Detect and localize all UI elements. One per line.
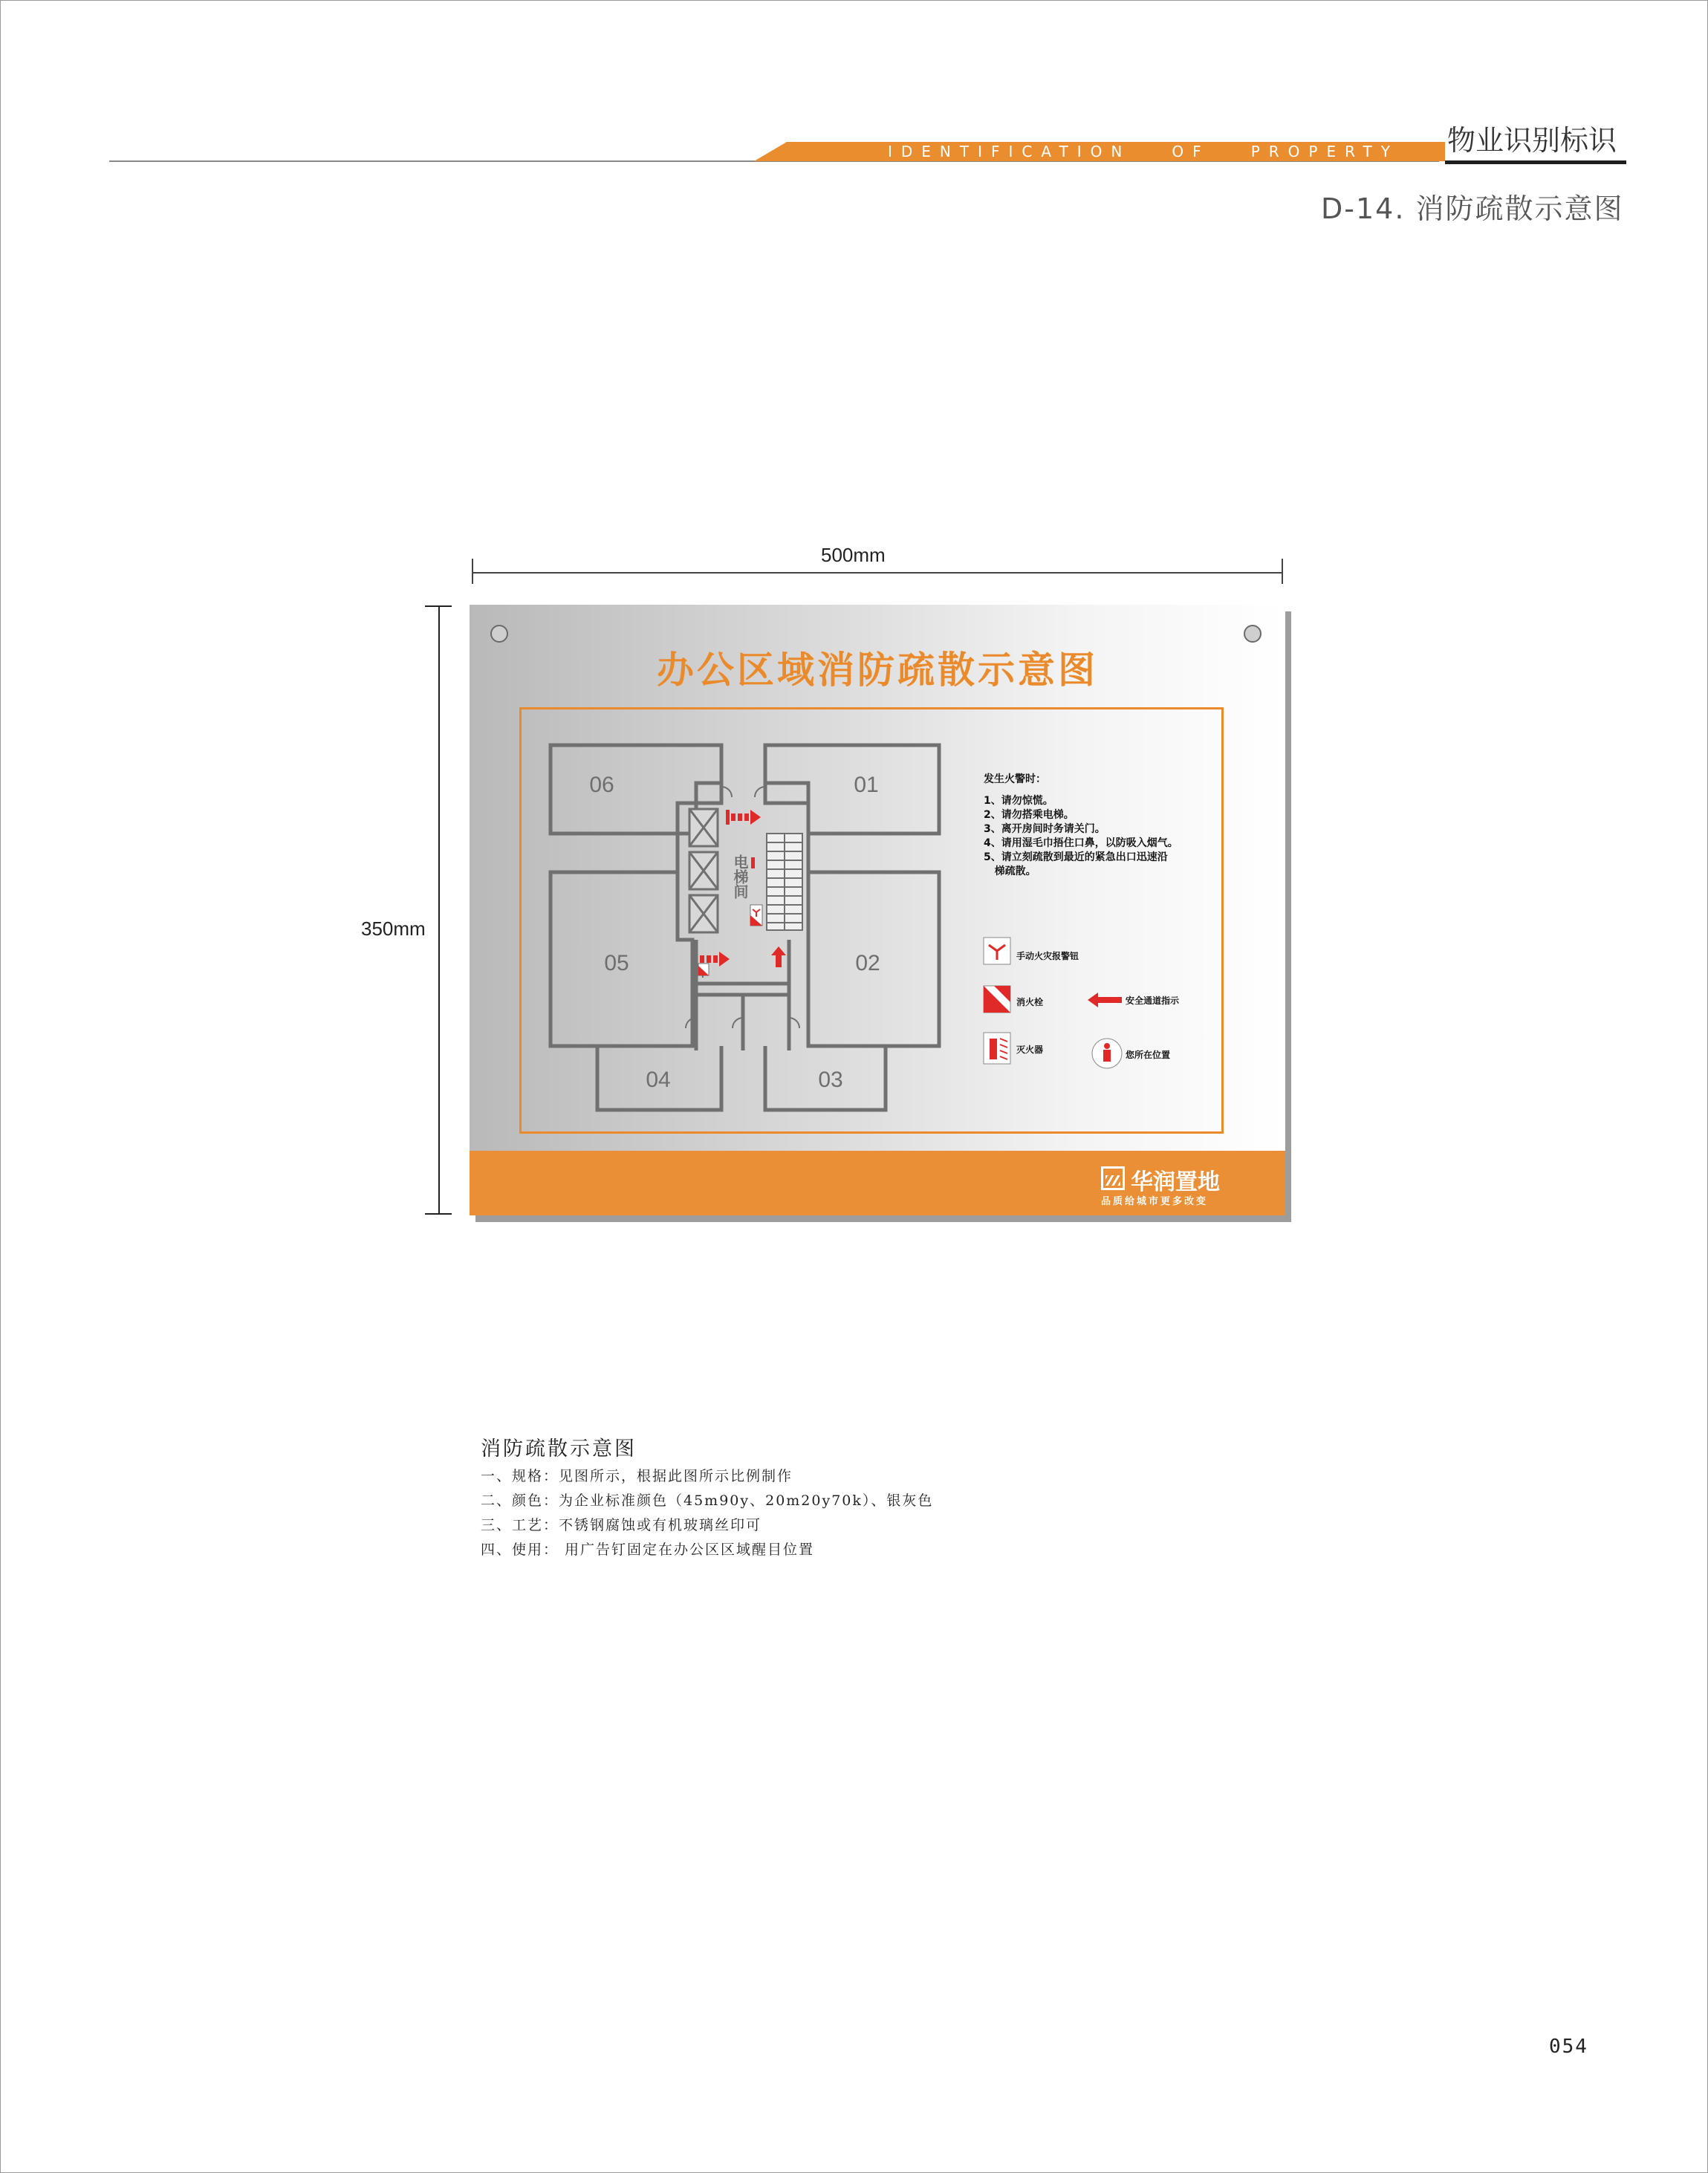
- section-title: D-14. 消防疏散示意图: [1321, 192, 1624, 225]
- width-dimension-label: 500mm: [821, 544, 886, 566]
- notes-title: 发生火警时：: [984, 773, 1046, 785]
- exit-arrow-icon: [731, 810, 761, 825]
- room-label-06: 06: [589, 773, 614, 797]
- height-dimension-tick-bottom: [425, 1213, 452, 1215]
- extinguisher-legend-icon: [984, 1033, 1010, 1064]
- fire-notes: [984, 773, 1178, 879]
- description-line: 一、规格：见图所示，根据此图所示比例制作: [481, 1468, 793, 1484]
- hydrant-legend-label: 消火栓: [1016, 997, 1044, 1007]
- width-dimension-line: [472, 572, 1283, 574]
- room-label-03: 03: [818, 1068, 843, 1092]
- exit-direction-legend-icon: [1088, 993, 1122, 1007]
- note-item: 3、离开房间时务请关门。: [984, 823, 1105, 835]
- alarm-button-icon: [984, 938, 1010, 964]
- description-line: 二、颜色：为企业标准颜色（45m90y、20m20y70k）、银灰色: [481, 1492, 934, 1509]
- page-number: 054: [1549, 2036, 1588, 2058]
- note-item: 2、请勿搭乘电梯。: [984, 809, 1074, 821]
- note-item: 1、请勿惊慌。: [984, 795, 1053, 807]
- description-title: 消防疏散示意图: [481, 1438, 637, 1461]
- logo-mark-icon: [1101, 1166, 1125, 1190]
- elevator-label: 电梯间: [731, 854, 749, 899]
- height-dimension-label: 350mm: [361, 917, 426, 940]
- hydrant-legend-icon: [984, 986, 1010, 1013]
- room-label-05: 05: [604, 951, 629, 975]
- height-dimension-line: [438, 605, 440, 1215]
- sign-title: 办公区域消防疏散示意图: [657, 649, 1098, 692]
- company-logo: [1101, 1163, 1250, 1208]
- exit-arrow-icon: [771, 946, 786, 967]
- description-line: 三、工艺：不锈钢腐蚀或有机玻璃丝印可: [481, 1517, 762, 1533]
- width-dimension-tick-left: [472, 559, 473, 584]
- alarm-hydrant-icon: [750, 905, 762, 926]
- room-01-outline: [765, 745, 939, 834]
- height-dimension-tick-top: [425, 605, 452, 607]
- evacuation-sign: [470, 605, 1285, 1215]
- width-dimension-tick-right: [1282, 559, 1283, 584]
- you-are-here-icon: [1092, 1039, 1122, 1068]
- extinguisher-legend-label: 灭火器: [1016, 1045, 1044, 1055]
- logo-slogan: 品质给城市更多改变: [1101, 1196, 1209, 1207]
- note-item: 5、请立刻疏散到最近的紧急出口迅速沿: [984, 851, 1168, 863]
- you-are-here-label: 您所在位置: [1126, 1050, 1171, 1060]
- room-label-02: 02: [855, 951, 880, 975]
- header-title-underline: [1445, 160, 1626, 164]
- note-item: 梯疏散。: [984, 865, 1036, 877]
- hydrant-icon: [698, 964, 709, 975]
- header-band-text: IDENTIFICATION OF PROPERTY: [888, 143, 1399, 160]
- note-item: 4、请用湿毛巾捂住口鼻，以防吸入烟气。: [984, 837, 1178, 849]
- extinguisher-icon: [751, 857, 755, 868]
- description-line: 四、使用： 用广告钉固定在办公区区域醒目位置: [481, 1542, 815, 1558]
- alarm-legend-label: 手动火灾报警钮: [1016, 951, 1079, 961]
- exit-legend-label: 安全通道指示: [1126, 995, 1180, 1006]
- room-label-01: 01: [854, 773, 879, 797]
- room-label-04: 04: [646, 1068, 671, 1092]
- hydrant-icon: [726, 810, 730, 825]
- logo-name: 华润置地: [1131, 1169, 1220, 1195]
- header-title: 物业识别标识: [1447, 124, 1617, 157]
